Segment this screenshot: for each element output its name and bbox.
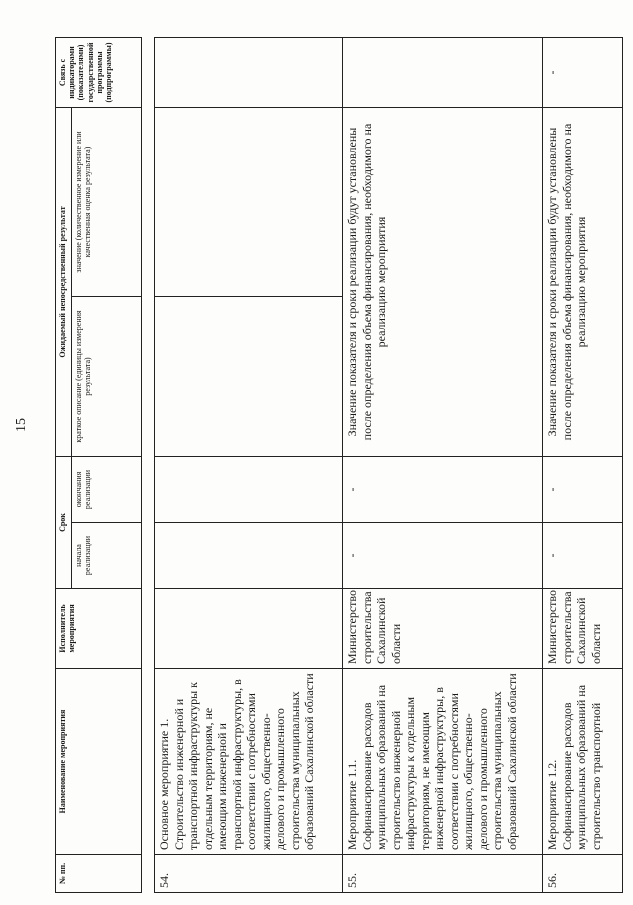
row-link bbox=[343, 38, 543, 108]
row-executor: Министерство строительства Сахалинской области bbox=[543, 589, 623, 669]
header-result-brief: краткое описание (единицы измерения результата) bbox=[72, 297, 142, 457]
table-row bbox=[543, 38, 623, 893]
header-num: № пп. bbox=[56, 855, 142, 893]
row-result-value bbox=[155, 108, 343, 297]
row-executor bbox=[155, 589, 343, 669]
row-name: Основное мероприятие 1. Строительство инженерной и транспортной инфраструктуры к отдельным территориям, не имеющим инженерной и транспортной инфраструктуры, в соответствии с потребностями жилищного, общественно-делового и промышленного строительства муниципальных образований Сахалинской области bbox=[155, 669, 343, 855]
header-executor: Исполнитель мероприятия bbox=[56, 589, 142, 669]
row-executor: Министерство строительства Сахалинской области bbox=[343, 589, 543, 669]
table-row bbox=[343, 38, 543, 893]
row-end bbox=[155, 457, 343, 523]
row-num: 56. bbox=[543, 855, 623, 893]
row-start bbox=[155, 523, 343, 589]
page-number: 15 bbox=[14, 418, 29, 432]
rotated-sheet bbox=[55, 38, 615, 893]
row-end: - bbox=[543, 457, 623, 523]
row-num: 54. bbox=[155, 855, 343, 893]
row-result-brief bbox=[155, 297, 343, 457]
table-body bbox=[154, 37, 623, 893]
table-row bbox=[155, 38, 343, 893]
row-result-note: Значение показателя и сроки реализации будут установлены после определения объема финансирования, необходимого на реализацию мероприятия bbox=[343, 108, 543, 457]
row-name: Мероприятие 1.2. Софинансирование расходов муниципальных образований на строительство транспортной bbox=[543, 669, 623, 855]
header-result: Ожидаемый непосредственный результат bbox=[56, 108, 72, 457]
table-header bbox=[55, 37, 142, 893]
header-result-value: значение (количественное измерение или качественная оценка результата) bbox=[72, 108, 142, 297]
header-link: Связь с индикаторами (показателями) государственной программы (подпрограммы) bbox=[56, 38, 142, 108]
header-name: Наименование мероприятия bbox=[56, 669, 142, 855]
header-term-end: окончания реализации bbox=[72, 457, 142, 523]
header-term: Срок bbox=[56, 457, 72, 589]
row-result-note: Значение показателя и сроки реализации будут установлены после определения объема финансирования, необходимого на реализацию мероприятия bbox=[543, 108, 623, 457]
header-term-start: начала реализации bbox=[72, 523, 142, 589]
row-num: 55. bbox=[343, 855, 543, 893]
row-link: - bbox=[543, 38, 623, 108]
row-name: Мероприятие 1.1. Софинансирование расходов муниципальных образований на строительство инженерной инфраструктуры к отдельным территориям, не имеющим инженерной инфраструктуры, в соответствии с потребностями жилищного, общественно-делового и промышленного строительства муниципальных образований Сахалинской области bbox=[343, 669, 543, 855]
row-link bbox=[155, 38, 343, 108]
row-end: - bbox=[343, 457, 543, 523]
row-start: - bbox=[343, 523, 543, 589]
row-start: - bbox=[543, 523, 623, 589]
